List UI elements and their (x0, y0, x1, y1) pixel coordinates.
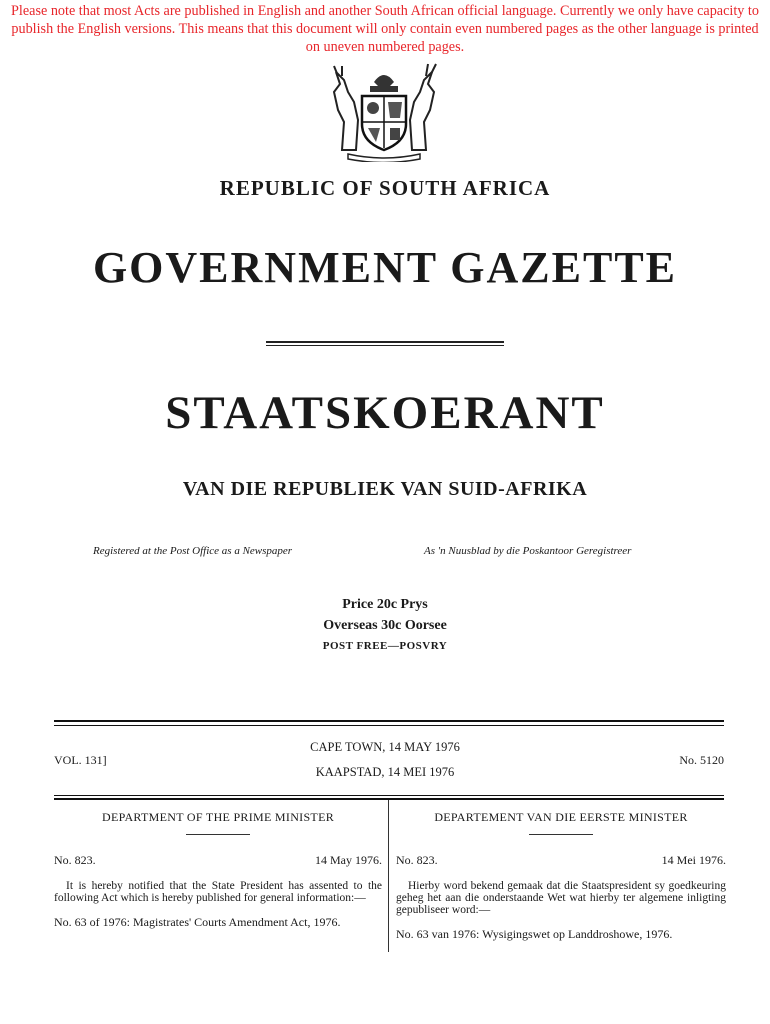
volume-number: VOL. 131] (54, 753, 107, 767)
department-rule (529, 834, 593, 835)
department-heading-afrikaans: DEPARTEMENT VAN DIE EERSTE MINISTER (434, 810, 688, 824)
notice-number: No. 823. (396, 853, 438, 867)
gazette-title: GOVERNMENT GAZETTE (92, 243, 678, 292)
notice-body: It is hereby notified that the State President has assented to the following Act which is hereby published for general information:— (54, 880, 382, 904)
notice-number: No. 823. (54, 853, 96, 867)
department-rule (186, 834, 250, 835)
price-line: Price 20c Prys (342, 597, 428, 612)
title-rule (266, 341, 504, 343)
republic-heading-afrikaans: VAN DIE REPUBLIEK VAN SUID-AFRIKA (182, 478, 588, 500)
issue-rule-top-thin (54, 725, 724, 726)
title-rule-thin (266, 345, 504, 346)
department-heading-english: DEPARTMENT OF THE PRIME MINISTER (101, 810, 334, 824)
notice-number-row (54, 853, 382, 868)
english-column (54, 800, 382, 952)
act-title: No. 63 of 1976: Magistrates' Courts Amendment Act, 1976. (54, 915, 341, 929)
issue-date-afrikaans: KAAPSTAD, 14 MEI 1976 (315, 765, 455, 779)
column-divider (388, 800, 389, 952)
republic-heading: REPUBLIC OF SOUTH AFRICA (219, 176, 551, 200)
overseas-price-line: Overseas 30c Oorsee (323, 618, 447, 633)
staatskoerant-title: STAATSKOERANT (165, 387, 605, 439)
registration-note-english: Registered at the Post Office as a Newspaper (93, 545, 293, 557)
notice-date: 14 Mei 1976. (661, 853, 726, 867)
publication-notice: Please note that most Acts are published in English and another South African official language. Currently we only have capacity to publish the English versions. This means that this document will only contain even numbered pages as the other language is printed on uneven numbered pages. (11, 3, 759, 55)
columns-rule-thin (54, 795, 724, 796)
notice-number-row (396, 853, 726, 868)
act-title: No. 63 van 1976: Wysigingswet op Landdroshowe, 1976. (396, 927, 673, 941)
registration-note-afrikaans: As 'n Nuusblad by die Poskantoor Geregistreer (424, 545, 632, 557)
coat-of-arms-icon (330, 62, 438, 162)
notice-date: 14 May 1976. (315, 853, 382, 867)
afrikaans-column (396, 800, 726, 952)
post-free-line: POST FREE—POSVRY (322, 640, 448, 652)
issue-rule-top (54, 720, 724, 722)
issue-number: No. 5120 (679, 753, 724, 767)
notice-body: Hierby word bekend gemaak dat die Staatspresident sy goedkeuring geheg het aan die onderstaande Wet wat hierby ter algemene inligting gepubliseer word:— (396, 880, 726, 916)
issue-date-english: CAPE TOWN, 14 MAY 1976 (310, 740, 460, 754)
